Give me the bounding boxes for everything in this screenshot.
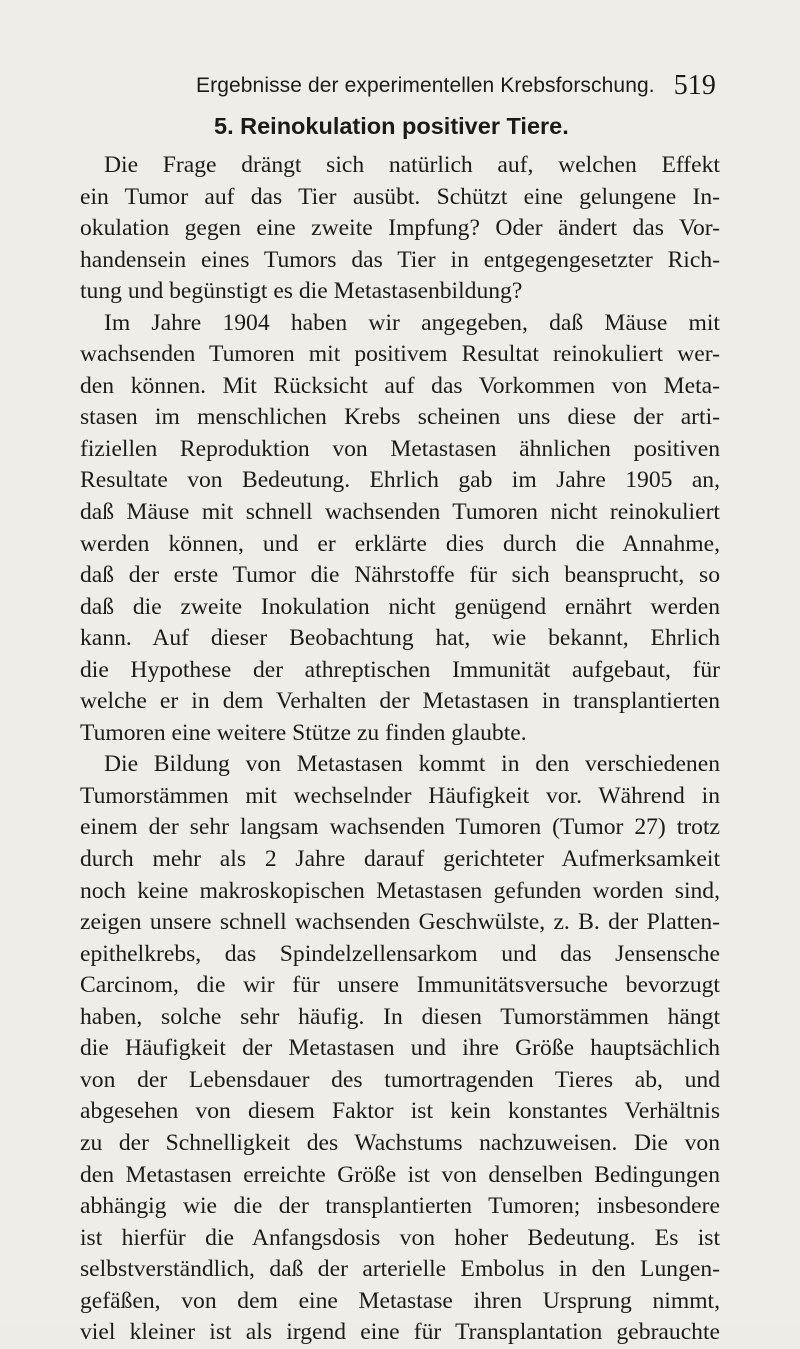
text-line: stasen im menschlichen Krebs scheinen uns diese der arti- (80, 404, 720, 431)
text-line: abhängig wie die der transplantierten Tumoren; insbesondere (80, 1193, 720, 1220)
text-line: daß Mäuse mit schnell wachsenden Tumoren nicht reinokuliert (80, 499, 720, 526)
text-line: Die Bildung von Metastasen kommt in den verschiedenen (104, 751, 720, 778)
text-line: epithelkrebs, das Spindelzellensarkom und das Jensensche (80, 940, 720, 967)
text-line: daß die zweite Inokulation nicht genügend ernährt werden (80, 593, 720, 620)
text-line: den Metastasen erreichte Größe ist von denselben Bedingungen (80, 1161, 720, 1188)
text-line: abgesehen von diesem Faktor ist kein konstantes Verhältnis (80, 1098, 720, 1125)
text-line: wachsenden Tumoren mit positivem Resultat reinokuliert wer- (80, 341, 720, 368)
text-line: fiziellen Reproduktion von Metastasen ähnlichen positiven (80, 435, 720, 462)
section-heading: 5. Reinokulation positiver Tiere. (214, 113, 569, 139)
text-line: zu der Schnelligkeit des Wachstums nachzuweisen. Die von (80, 1129, 720, 1156)
text-line: Tumoren eine weitere Stütze zu finden glaubte. (80, 719, 527, 746)
text-line: Tumorstämmen mit wechselnder Häufigkeit vor. Während in (80, 782, 720, 809)
text-line: ist hierfür die Anfangsdosis von hoher Bedeutung. Es ist (80, 1224, 720, 1251)
text-line: von der Lebensdauer des tumortragenden Tieres ab, und (80, 1066, 720, 1093)
text-line: okulation gegen eine zweite Impfung? Oder ändert das Vor- (80, 215, 720, 242)
text-line: viel kleiner ist als irgend eine für Transplantation gebrauchte (80, 1319, 720, 1346)
text-line: Resultate von Bedeutung. Ehrlich gab im Jahre 1905 an, (80, 467, 720, 494)
page-number: 519 (673, 70, 716, 101)
text-line: Die Frage drängt sich natürlich auf, welchen Effekt (104, 152, 720, 178)
text-line: handensein eines Tumors das Tier in entgegengesetzter Rich- (80, 246, 720, 273)
text-line: ein Tumor auf das Tier ausübt. Schützt eine gelungene In- (80, 183, 720, 210)
text-line: die Hypothese der athreptischen Immunität aufgebaut, für (80, 656, 720, 683)
text-line: zeigen unsere schnell wachsenden Geschwülste, z. B. der Platten- (80, 909, 720, 936)
text-line: daß der erste Tumor die Nährstoffe für sich beansprucht, so (80, 562, 720, 589)
text-line: tung und begünstigt es die Metastasenbildung? (80, 278, 523, 305)
text-line: kann. Auf dieser Beobachtung hat, wie bekannt, Ehrlich (80, 625, 720, 652)
text-line: Carcinom, die wir für unsere Immunitätsversuche bevorzugt (80, 972, 720, 999)
text-line: noch keine makroskopischen Metastasen gefunden worden sind, (80, 877, 720, 904)
running-head (196, 68, 716, 108)
text-line: Im Jahre 1904 haben wir angegeben, daß Mäuse mit (104, 309, 720, 336)
text-line: gefäßen, von dem eine Metastase ihren Ursprung nimmt, (80, 1287, 720, 1314)
text-line: einem der sehr langsam wachsenden Tumoren (Tumor 27) trotz (80, 814, 720, 841)
text-line: die Häufigkeit der Metastasen und ihre Größe hauptsächlich (80, 1035, 720, 1062)
running-head-title: Ergebnisse der experimentellen Krebsforschung. (196, 74, 655, 97)
text-line: welche er in dem Verhalten der Metastasen in transplantierten (80, 688, 720, 715)
text-line: den können. Mit Rücksicht auf das Vorkommen von Meta- (80, 372, 720, 399)
text-line: selbstverständlich, daß der arterielle Embolus in den Lungen- (80, 1256, 720, 1283)
body-text (80, 150, 720, 1349)
text-line: durch mehr als 2 Jahre darauf gerichteter Aufmerksamkeit (80, 846, 720, 873)
text-line: haben, solche sehr häufig. In diesen Tumorstämmen hängt (80, 1003, 720, 1030)
text-line: werden können, und er erklärte dies durch die Annahme, (80, 530, 720, 557)
